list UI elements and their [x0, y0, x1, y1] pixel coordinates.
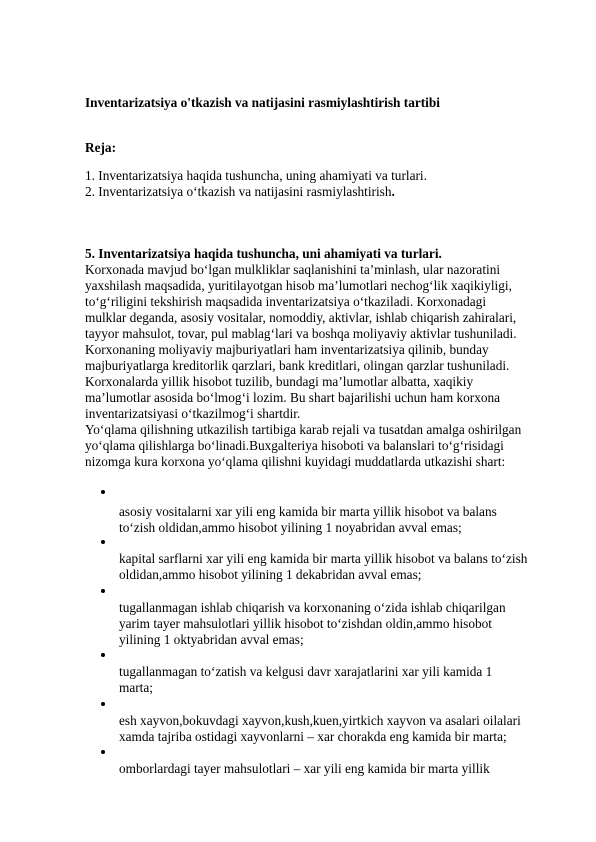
section-body	[85, 262, 555, 470]
body-line: nizomga kura korxona yo‘qlama qilishni kuyidagi muddatlarda utkazishi shart:	[85, 454, 506, 469]
list-item-line: xamda tajriba ostidagi xayvonlarni – xar chorakda eng kamida bir marta;	[119, 729, 507, 744]
plan-item-2-text: 2. Inventarizatsiya o‘tkazish va natijasini rasmiylashtirish	[85, 184, 392, 199]
list-item	[119, 664, 559, 696]
body-line: yaxshilash maqsadida, yuritilayotgan hisob ma’lumotlari nechog‘lik xaqikiyligi,	[85, 278, 512, 293]
bullet-dot-icon	[100, 583, 108, 599]
body-line: yo‘qlama qilishlarga bo‘linadi.Buxgalteriya hisoboti va balanslari to‘g‘risidagi	[85, 438, 504, 453]
bullet-dot-icon	[100, 696, 108, 712]
list-item-line: asosiy vositalarni xar yili eng kamida bir marta yillik hisobot va balans	[119, 504, 497, 519]
list-item-line: tugallanmagan to‘zatish va kelgusi davr xarajatlarini xar yili kamida 1	[119, 664, 493, 679]
section-heading: 5. Inventarizatsiya haqida tushuncha, uni ahamiyati va turlari.	[85, 246, 442, 261]
body-line: tayyor mahsulot, tovar, pul mablag‘lari va boshqa moliyaviy aktivlar tushuniladi.	[85, 326, 517, 341]
body-line: ma’lumotlar asosida bo‘lmog‘i lozim. Bu shart bajarilishi uchun ham korxona	[85, 390, 501, 405]
body-line: majburiyatlarga kreditorlik qarzlari, bank kreditlari, olingan qarzlar tushuniladi.	[85, 358, 510, 373]
list-item-line: omborlardagi tayer mahsulotlari – xar yili eng kamida bir marta yillik	[119, 761, 490, 776]
list-item-line: kapital sarflarni xar yili eng kamida bir marta yillik hisobot va balans to‘zish	[119, 551, 528, 566]
bullet-dot-icon	[100, 484, 108, 500]
body-line: Korxonada mavjud bo‘lgan mulkliklar saqlanishini ta’minlash, ular nazoratini	[85, 262, 501, 277]
list-item-line: yarim tayer mahsulotlari yillik hisobot to‘zishdan oldin,ammo hisobot	[119, 616, 493, 631]
plan-item-1: 1. Inventarizatsiya haqida tushuncha, uning ahamiyati va turlari.	[85, 168, 427, 183]
body-line: inventarizatsiyasi o‘tkazilmog‘i shartdir.	[85, 406, 301, 421]
list-item-line: to‘zish oldidan,ammo hisobot yilining 1 noyabridan avval emas;	[119, 520, 462, 535]
body-line: Korxonalarda yillik hisobot tuzilib, bundagi ma’lumotlar albatta, xaqikiy	[85, 374, 474, 389]
list-item	[119, 761, 559, 777]
list-item	[119, 551, 559, 583]
body-line: mulklar deganda, asosiy vositalar, nomoddiy, aktivlar, ishlab chiqarish zahiralari,	[85, 310, 517, 325]
body-line: to‘g‘riligini tekshirish maqsadida inventarizatsiya o‘tkaziladi. Korxonadagi	[85, 294, 487, 309]
bullet-dot-icon	[100, 744, 108, 760]
plan-item-2-period: .	[391, 184, 395, 199]
bullet-dot-icon	[100, 534, 108, 550]
list-item-line: esh xayvon,bokuvdagi xayvon,kush,kuen,yirtkich xayvon va asalari oilalari	[119, 713, 521, 728]
list-item	[119, 713, 559, 745]
list-item-line: tugallanmagan ishlab chiqarish va korxonaning o‘zida ishlab chiqarilgan	[119, 600, 506, 615]
list-item-line: yilining 1 oktyabridan avval emas;	[119, 632, 304, 647]
plan-heading: Reja:	[85, 140, 117, 155]
list-item-line: oldidan,ammo hisobot yilining 1 dekabridan avval emas;	[119, 567, 422, 582]
body-line: Korxonaning moliyaviy majburiyatlari ham inventarizatsiya qilinib, bunday	[85, 342, 489, 357]
list-item	[119, 504, 559, 536]
list-item	[119, 600, 559, 648]
document-title: Inventarizatsiya o'tkazish va natijasini rasmiylashtirish tartibi	[85, 95, 440, 110]
list-item-line: marta;	[119, 680, 153, 695]
body-line: Yo‘qlama qilishning utkazilish tartibiga karab rejali va tusatdan amalga oshirilgan	[85, 422, 522, 437]
plan-item-2	[85, 184, 555, 200]
bullet-dot-icon	[100, 647, 108, 663]
